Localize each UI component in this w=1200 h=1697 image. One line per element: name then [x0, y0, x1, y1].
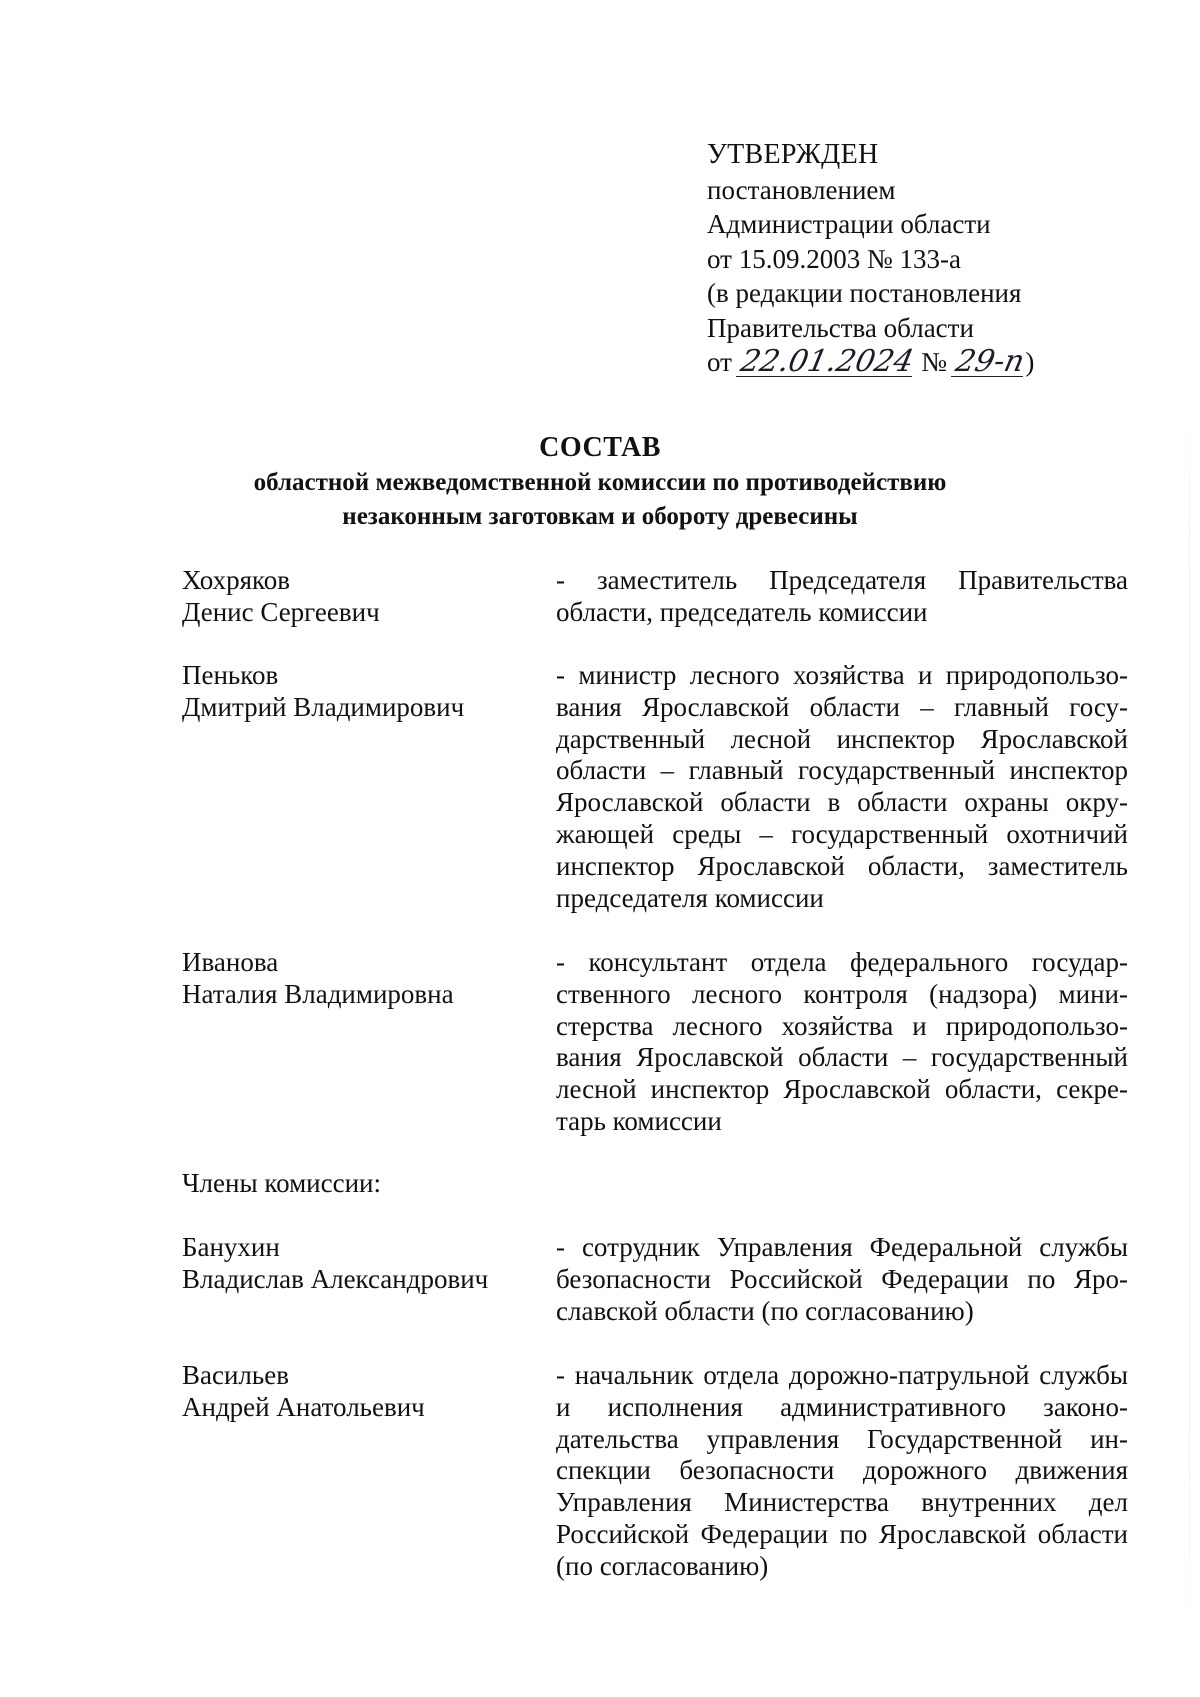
member-role: - сотрудник Управления Федеральной службы безопасности Российской Федерации по Ярославской области (по согласованию): [556, 1232, 1128, 1326]
member-name: [182, 947, 542, 1011]
members-section-label: Члены комиссии:: [182, 1168, 381, 1198]
member-name: [182, 660, 542, 724]
member-surname: Банухин: [182, 1232, 280, 1262]
title-subtitle-line-2: незаконным заготовкам и обороту древесины: [342, 503, 858, 530]
member-surname: Иванова: [182, 947, 279, 977]
handwritten-number: 29-п: [952, 344, 1028, 379]
member-name: [182, 565, 542, 629]
member-name: [182, 1232, 542, 1296]
member-surname: Васильев: [182, 1360, 289, 1390]
member-role: - министр лесного хозяйства и природопользования Ярославской области – главный государственный лесной инспектор Ярославской области – главный государственный инспектор Ярославской области в области охраны окружающей среды – государственный охотничий инспектор Ярославской области, заместитель председателя комиссии: [556, 660, 1128, 913]
approval-line-2: Администрации области: [707, 209, 991, 239]
approval-signature-line: [707, 345, 1127, 381]
approval-sig-prefix: от: [707, 347, 732, 377]
member-role: - заместитель Председателя Правительства области, председатель комиссии: [556, 565, 1128, 627]
member-role: - начальник отдела дорожно-патрульной службы и исполнения административного законодательства управления Государственной инспекции безопасности дорожного движения Управления Министерства внутренних дел Российской Федерации по Ярославской области (по согласованию): [556, 1360, 1128, 1581]
scan-edge: [1189, 380, 1190, 1680]
approval-line-5: Правительства области: [707, 312, 974, 343]
approval-heading: УТВЕРЖДЕН: [707, 139, 879, 170]
handwritten-date: 22.01.2024: [737, 344, 917, 379]
member-given-name: Наталия Владимировна: [182, 978, 454, 1009]
document-title: [150, 430, 1050, 534]
title-subtitle-line-1: областной межведомственной комиссии по противодействию: [253, 469, 947, 496]
title-main: СОСТАВ: [539, 432, 661, 463]
member-role: - консультант отдела федерального государственного лесного контроля (надзора) министерства лесного хозяйства и природопользования Ярославской области – государственный лесной инспектор Ярославской области, секретарь комиссии: [556, 947, 1128, 1136]
approval-line-1: постановлением: [707, 174, 896, 205]
approval-line-3: от 15.09.2003 № 133-а: [707, 243, 961, 274]
member-given-name: Владислав Александрович: [182, 1263, 489, 1294]
member-given-name: Денис Сергеевич: [182, 596, 380, 627]
approval-sig-number-sign: №: [921, 347, 947, 377]
approval-line-4: (в редакции постановления: [707, 278, 1022, 308]
member-surname: Пеньков: [182, 660, 279, 690]
member-given-name: Дмитрий Владимирович: [182, 691, 465, 722]
approval-sig-suffix: ): [1025, 347, 1035, 377]
approval-block: [707, 138, 1127, 381]
member-given-name: Андрей Анатольевич: [182, 1391, 425, 1422]
member-surname: Хохряков: [182, 565, 291, 595]
member-name: [182, 1360, 542, 1424]
